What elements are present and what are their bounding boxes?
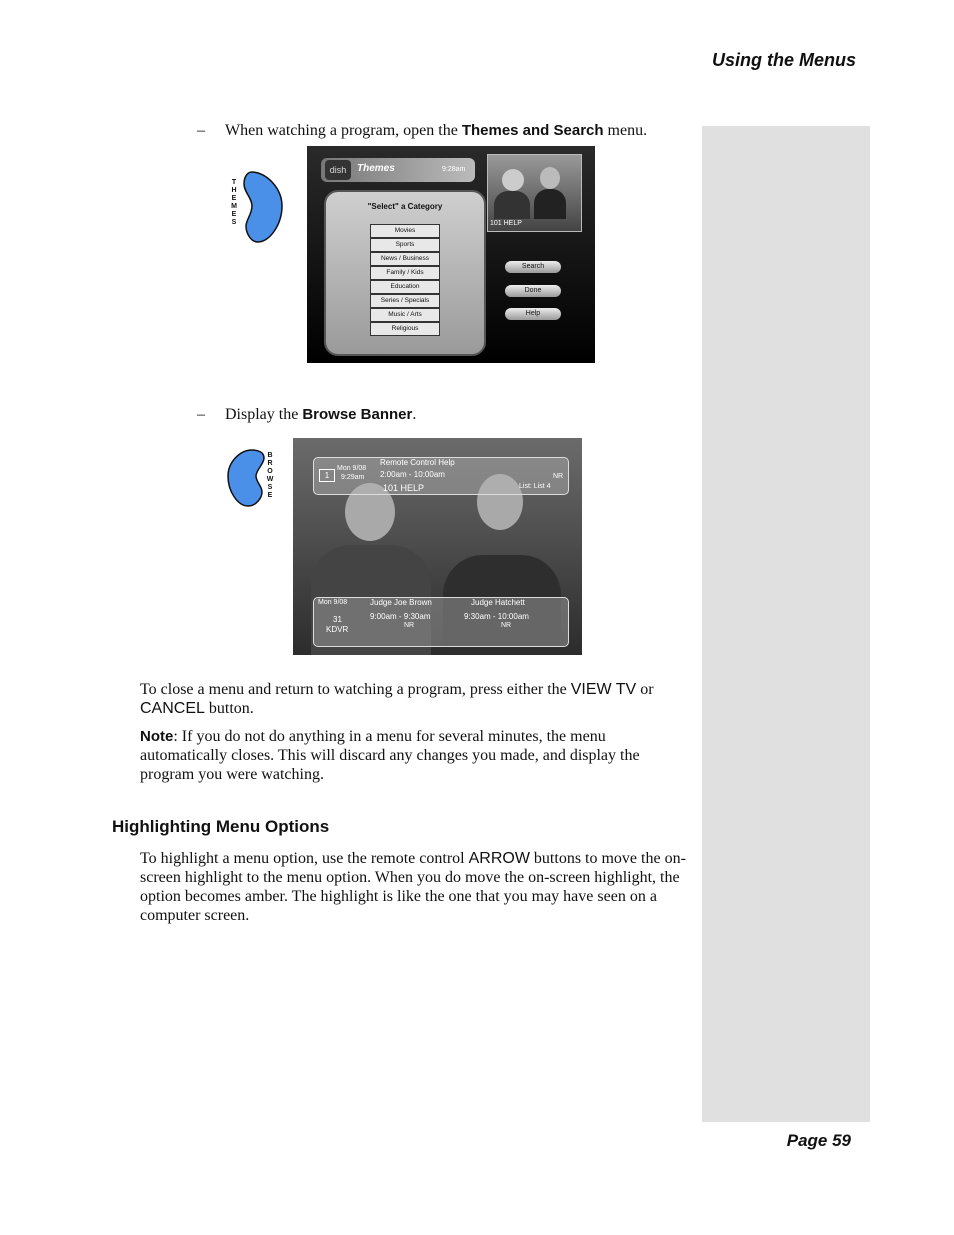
bullet-text: When watching a program, open the Themes and Search menu. — [225, 122, 648, 139]
page-number: Page 59 — [786, 1131, 851, 1150]
help-button: Help — [505, 308, 561, 320]
category-item: Sports — [370, 238, 440, 252]
time-label: 9:29am — [341, 474, 365, 481]
close-menu-paragraph: To close a menu and return to watching a program, press either the VIEW TV or CANCEL button. — [140, 681, 654, 717]
bullet-dash: – — [197, 122, 205, 139]
themes-button-label: T H E M E S — [231, 179, 237, 226]
bullet-text: Display the Browse Banner. — [225, 406, 417, 423]
category-item: Series / Specials — [370, 294, 440, 308]
date-bottom: Mon 9/08 — [318, 599, 348, 606]
category-item: Movies — [370, 224, 440, 238]
done-button: Done — [505, 285, 561, 297]
menu-name: Themes and Search — [461, 122, 604, 139]
dish-logo: dish — [325, 160, 351, 180]
highlight-paragraph: To highlight a menu option, use the remote control ARROW buttons to move the on-screen highlight to the menu option. When you do move the on-screen highlight, the option becomes amber. The highlight is like the one that you may have seen on a computer screen. — [140, 850, 686, 924]
slot2-time: 9:30am - 10:00am — [464, 612, 529, 621]
view-tv-key: VIEW TV — [570, 681, 637, 698]
themes-remote-button — [222, 168, 286, 246]
browse-banner-bottom — [313, 597, 569, 647]
cancel-key: CANCEL — [140, 700, 205, 717]
browse-remote-button — [226, 446, 282, 510]
browse-button-label: B R O W S E — [266, 452, 274, 499]
slot2-title: Judge Hatchett — [471, 598, 525, 607]
menu-title: Themes — [357, 163, 395, 174]
slot1-title: Judge Joe Brown — [370, 598, 432, 607]
channel-number: 31 — [333, 615, 342, 624]
bullet-themes — [197, 122, 697, 142]
arrow-key: ARROW — [468, 850, 530, 867]
category-item: Family / Kids — [370, 266, 440, 280]
note-paragraph: Note: If you do not do anything in a menu for several minutes, the menu automatically closes. This will discard any changes you made, and display the program you were watching. — [140, 728, 640, 783]
bullet-dash: – — [197, 406, 205, 423]
search-button: Search — [505, 261, 561, 273]
note-label: Note — [140, 728, 174, 745]
channel-call: KDVR — [326, 625, 349, 634]
program-time: 2:00am - 10:00am — [380, 470, 445, 479]
category-item: Religious — [370, 322, 440, 336]
banner-name: Browse Banner — [302, 406, 413, 423]
program-title: Remote Control Help — [380, 458, 455, 467]
channel-box: 1 — [319, 469, 335, 482]
browse-banner-screenshot — [293, 438, 582, 655]
category-item: Music / Arts — [370, 308, 440, 322]
video-caption: 101 HELP — [490, 220, 522, 227]
category-item: News / Business — [370, 252, 440, 266]
rating-label: NR — [553, 473, 564, 480]
slot1-rating: NR — [404, 622, 415, 629]
channel-line: 101 HELP — [383, 483, 425, 493]
sidebar-margin — [702, 126, 870, 1122]
date-label: Mon 9/08 — [337, 465, 367, 472]
category-item: Education — [370, 280, 440, 294]
slot1-time: 9:00am - 9:30am — [370, 612, 431, 621]
themes-menu-screenshot — [307, 146, 595, 363]
clock: 9:28am — [442, 166, 466, 173]
panel-title: "Select" a Category — [367, 202, 443, 211]
list-label: List: List 4 — [519, 483, 551, 490]
slot2-rating: NR — [501, 622, 512, 629]
category-panel — [324, 190, 486, 356]
section-heading: Highlighting Menu Options — [112, 817, 330, 836]
running-header: Using the Menus — [711, 50, 856, 70]
bullet-browse — [197, 406, 697, 426]
